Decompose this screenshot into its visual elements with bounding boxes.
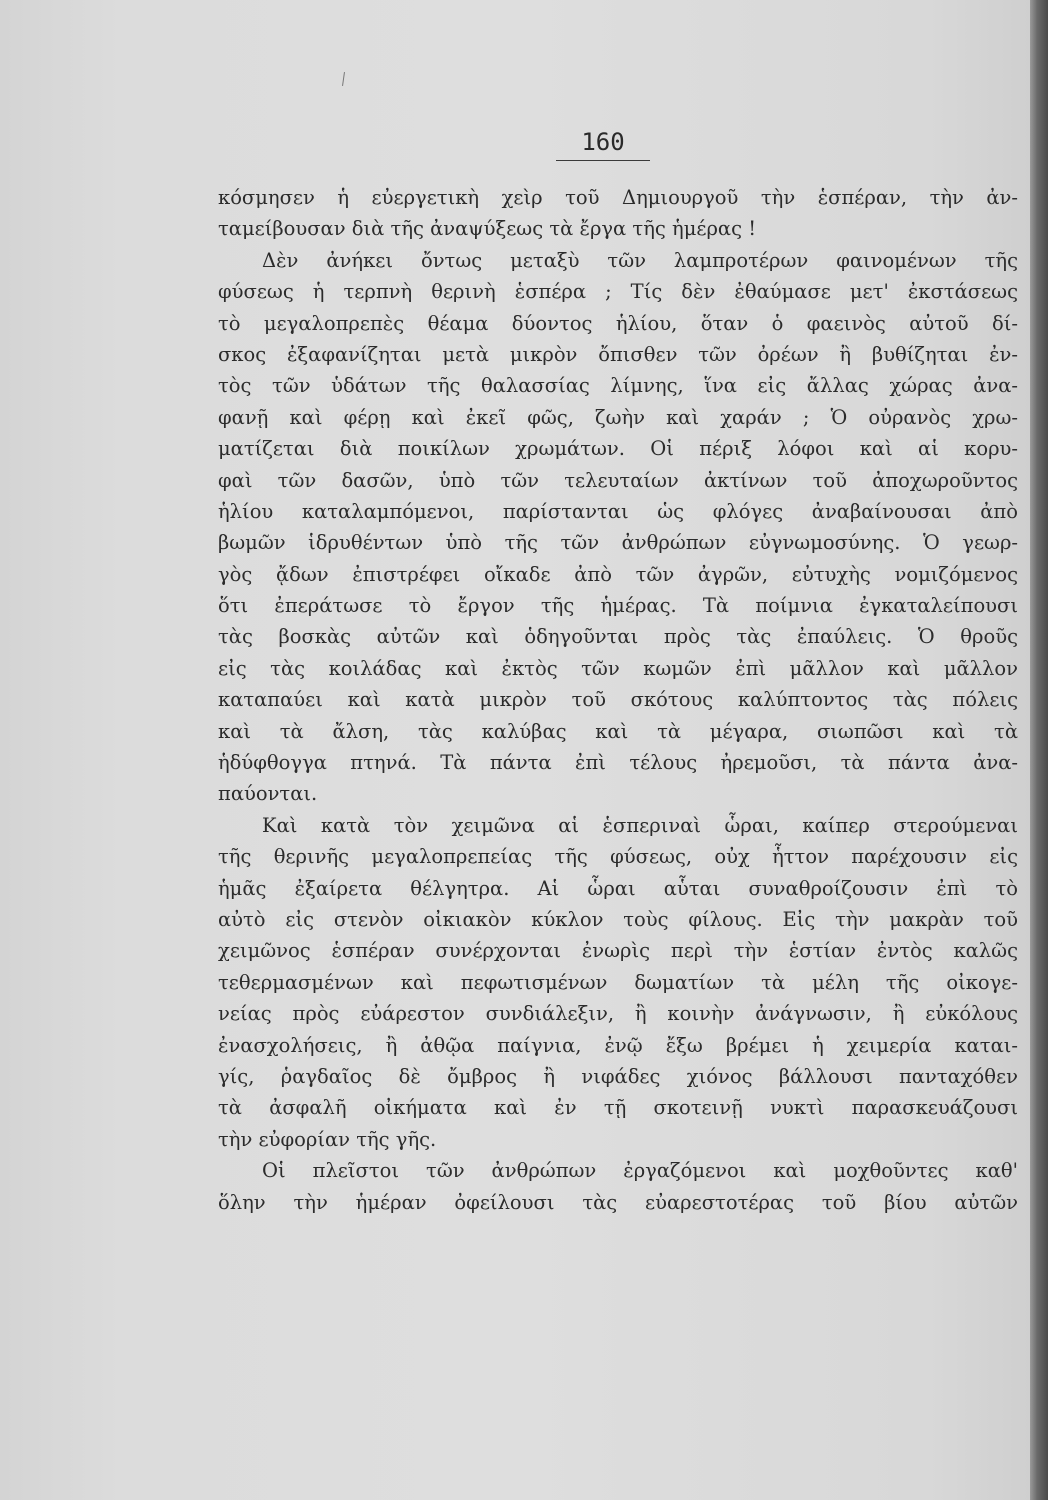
text-line: τὸς τῶν ὑδάτων τῆς θαλασσίας λίμνης, ἵνα εἰς ἄλλας χώρας ἀνα- (218, 374, 1018, 398)
text-line: ἡλίου καταλαμπόμενοι, παρίστανται ὡς φλόγες ἀναβαίνουσαι ἀπὸ (218, 499, 1018, 523)
text-line: ματίζεται διὰ ποικίλων χρωμάτων. Οἱ πέριξ λόφοι καὶ αἱ κορυ- (218, 437, 1018, 461)
text-line: κόσμησεν ἡ εὐεργετικὴ χεὶρ τοῦ Δημιουργοῦ τὴν ἑσπέραν, τὴν ἀν- (218, 186, 1018, 209)
text-line: αὐτὸ εἰς στενὸν οἰκιακὸν κύκλον τοὺς φίλους. Εἰς τὴν μακρὰν τοῦ (218, 907, 1018, 931)
text-line: ἡμᾶς ἐξαίρετα θέλγητρα. Αἱ ὧραι αὗται συναθροίζουσιν ἐπὶ τὸ (218, 876, 1018, 900)
text-line: ταμείβουσαν διὰ τῆς ἀναψύξεως τὰ ἔργα τῆς ἡμέρας ! (218, 217, 757, 241)
text-line: τῆς θερινῆς μεγαλοπρεπείας τῆς φύσεως, οὐχ ἧττον παρέχουσιν εἰς (218, 845, 1018, 869)
text-line: Καὶ κατὰ τὸν χειμῶνα αἱ ἑσπεριναὶ ὧραι, καίπερ στερούμεναι (262, 813, 1018, 837)
text-line: τὸ μεγαλοπρεπὲς θέαμα δύοντος ἡλίου, ὅταν ὁ φαεινὸς αὐτοῦ δί- (218, 311, 1018, 335)
text-line: καὶ τὰ ἄλση, τὰς καλύβας καὶ τὰ μέγαρα, σιωπῶσι καὶ τὰ (218, 719, 1018, 743)
text-line: τὰ ἀσφαλῆ οἰκήματα καὶ ἐν τῇ σκοτεινῇ νυκτὶ παρασκευάζουσι (218, 1096, 1018, 1120)
text-line: βωμῶν ἱδρυθέντων ὑπὸ τῆς τῶν ἀνθρώπων εὐγνωμοσύνης. Ὁ γεωρ- (218, 531, 1018, 555)
page-number-rule (556, 160, 650, 161)
text-line: παύονται. (218, 782, 318, 806)
page-mark (342, 72, 345, 86)
text-line: ἐνασχολήσεις, ἢ ἀθῷα παίγνια, ἐνῷ ἔξω βρέμει ἡ χειμερία καται- (218, 1033, 1018, 1057)
text-line: εἰς τὰς κοιλάδας καὶ ἐκτὸς τῶν κωμῶν ἐπὶ μᾶλλον καὶ μᾶλλον (218, 656, 1018, 680)
text-line: τὴν εὐφορίαν τῆς γῆς. (218, 1127, 437, 1151)
text-line: χειμῶνος ἑσπέραν συνέρχονται ἐνωρὶς περὶ τὴν ἑστίαν ἐντὸς καλῶς (218, 939, 1018, 963)
body-text (218, 182, 1018, 1218)
text-line: φύσεως ἡ τερπνὴ θερινὴ ἑσπέρα ; Τίς δὲν ἐθαύμασε μετ' ἐκστάσεως (218, 280, 1018, 304)
text-line: φαὶ τῶν δασῶν, ὑπὸ τῶν τελευταίων ἀκτίνων τοῦ ἀποχωροῦντος (218, 468, 1018, 492)
text-line: νείας πρὸς εὐάρεστον συνδιάλεξιν, ἢ κοινὴν ἀνάγνωσιν, ἢ εὐκόλους (218, 1002, 1018, 1026)
text-line: τεθερμασμένων καὶ πεφωτισμένων δωματίων τὰ μέλη τῆς οἰκογε- (218, 970, 1018, 994)
page-number: 160 (581, 128, 625, 156)
text-line: Δὲν ἀνήκει ὄντως μεταξὺ τῶν λαμπροτέρων φαινομένων τῆς (262, 248, 1018, 272)
text-line: σκος ἐξαφανίζηται μετὰ μικρὸν ὄπισθεν τῶν ὀρέων ἢ βυθίζηται ἐν- (218, 342, 1018, 366)
text-line: ὅτι ἐπεράτωσε τὸ ἔργον τῆς ἡμέρας. Τὰ ποίμνια ἐγκαταλείπουσι (218, 594, 1018, 618)
text-line: Οἱ πλεῖστοι τῶν ἀνθρώπων ἐργαζόμενοι καὶ μοχθοῦντες καθ' (262, 1159, 1018, 1183)
text-line: καταπαύει καὶ κατὰ μικρὸν τοῦ σκότους καλύπτοντος τὰς πόλεις (218, 688, 1018, 712)
text-line: ὅλην τὴν ἡμέραν ὀφείλουσι τὰς εὐαρεστοτέρας τοῦ βίου αὐτῶν (218, 1190, 1018, 1214)
text-line: τὰς βοσκὰς αὐτῶν καὶ ὁδηγοῦνται πρὸς τὰς ἐπαύλεις. Ὁ θροῦς (218, 625, 1018, 649)
text-line: φανῇ καὶ φέρῃ καὶ ἐκεῖ φῶς, ζωὴν καὶ χαράν ; Ὁ οὐρανὸς χρω- (218, 405, 1018, 429)
page-edge (1030, 0, 1048, 1500)
text-line: γὸς ᾄδων ἐπιστρέφει οἴκαδε ἀπὸ τῶν ἀγρῶν, εὐτυχὴς νομιζόμενος (218, 562, 1018, 586)
text-line: γίς, ῥαγδαῖος δὲ ὄμβρος ἢ νιφάδες χιόνος βάλλουσι πανταχόθεν (218, 1064, 1018, 1088)
text-line: ἡδύφθογγα πτηνά. Τὰ πάντα ἐπὶ τέλους ἠρεμοῦσι, τὰ πάντα ἀνα- (218, 751, 1018, 775)
